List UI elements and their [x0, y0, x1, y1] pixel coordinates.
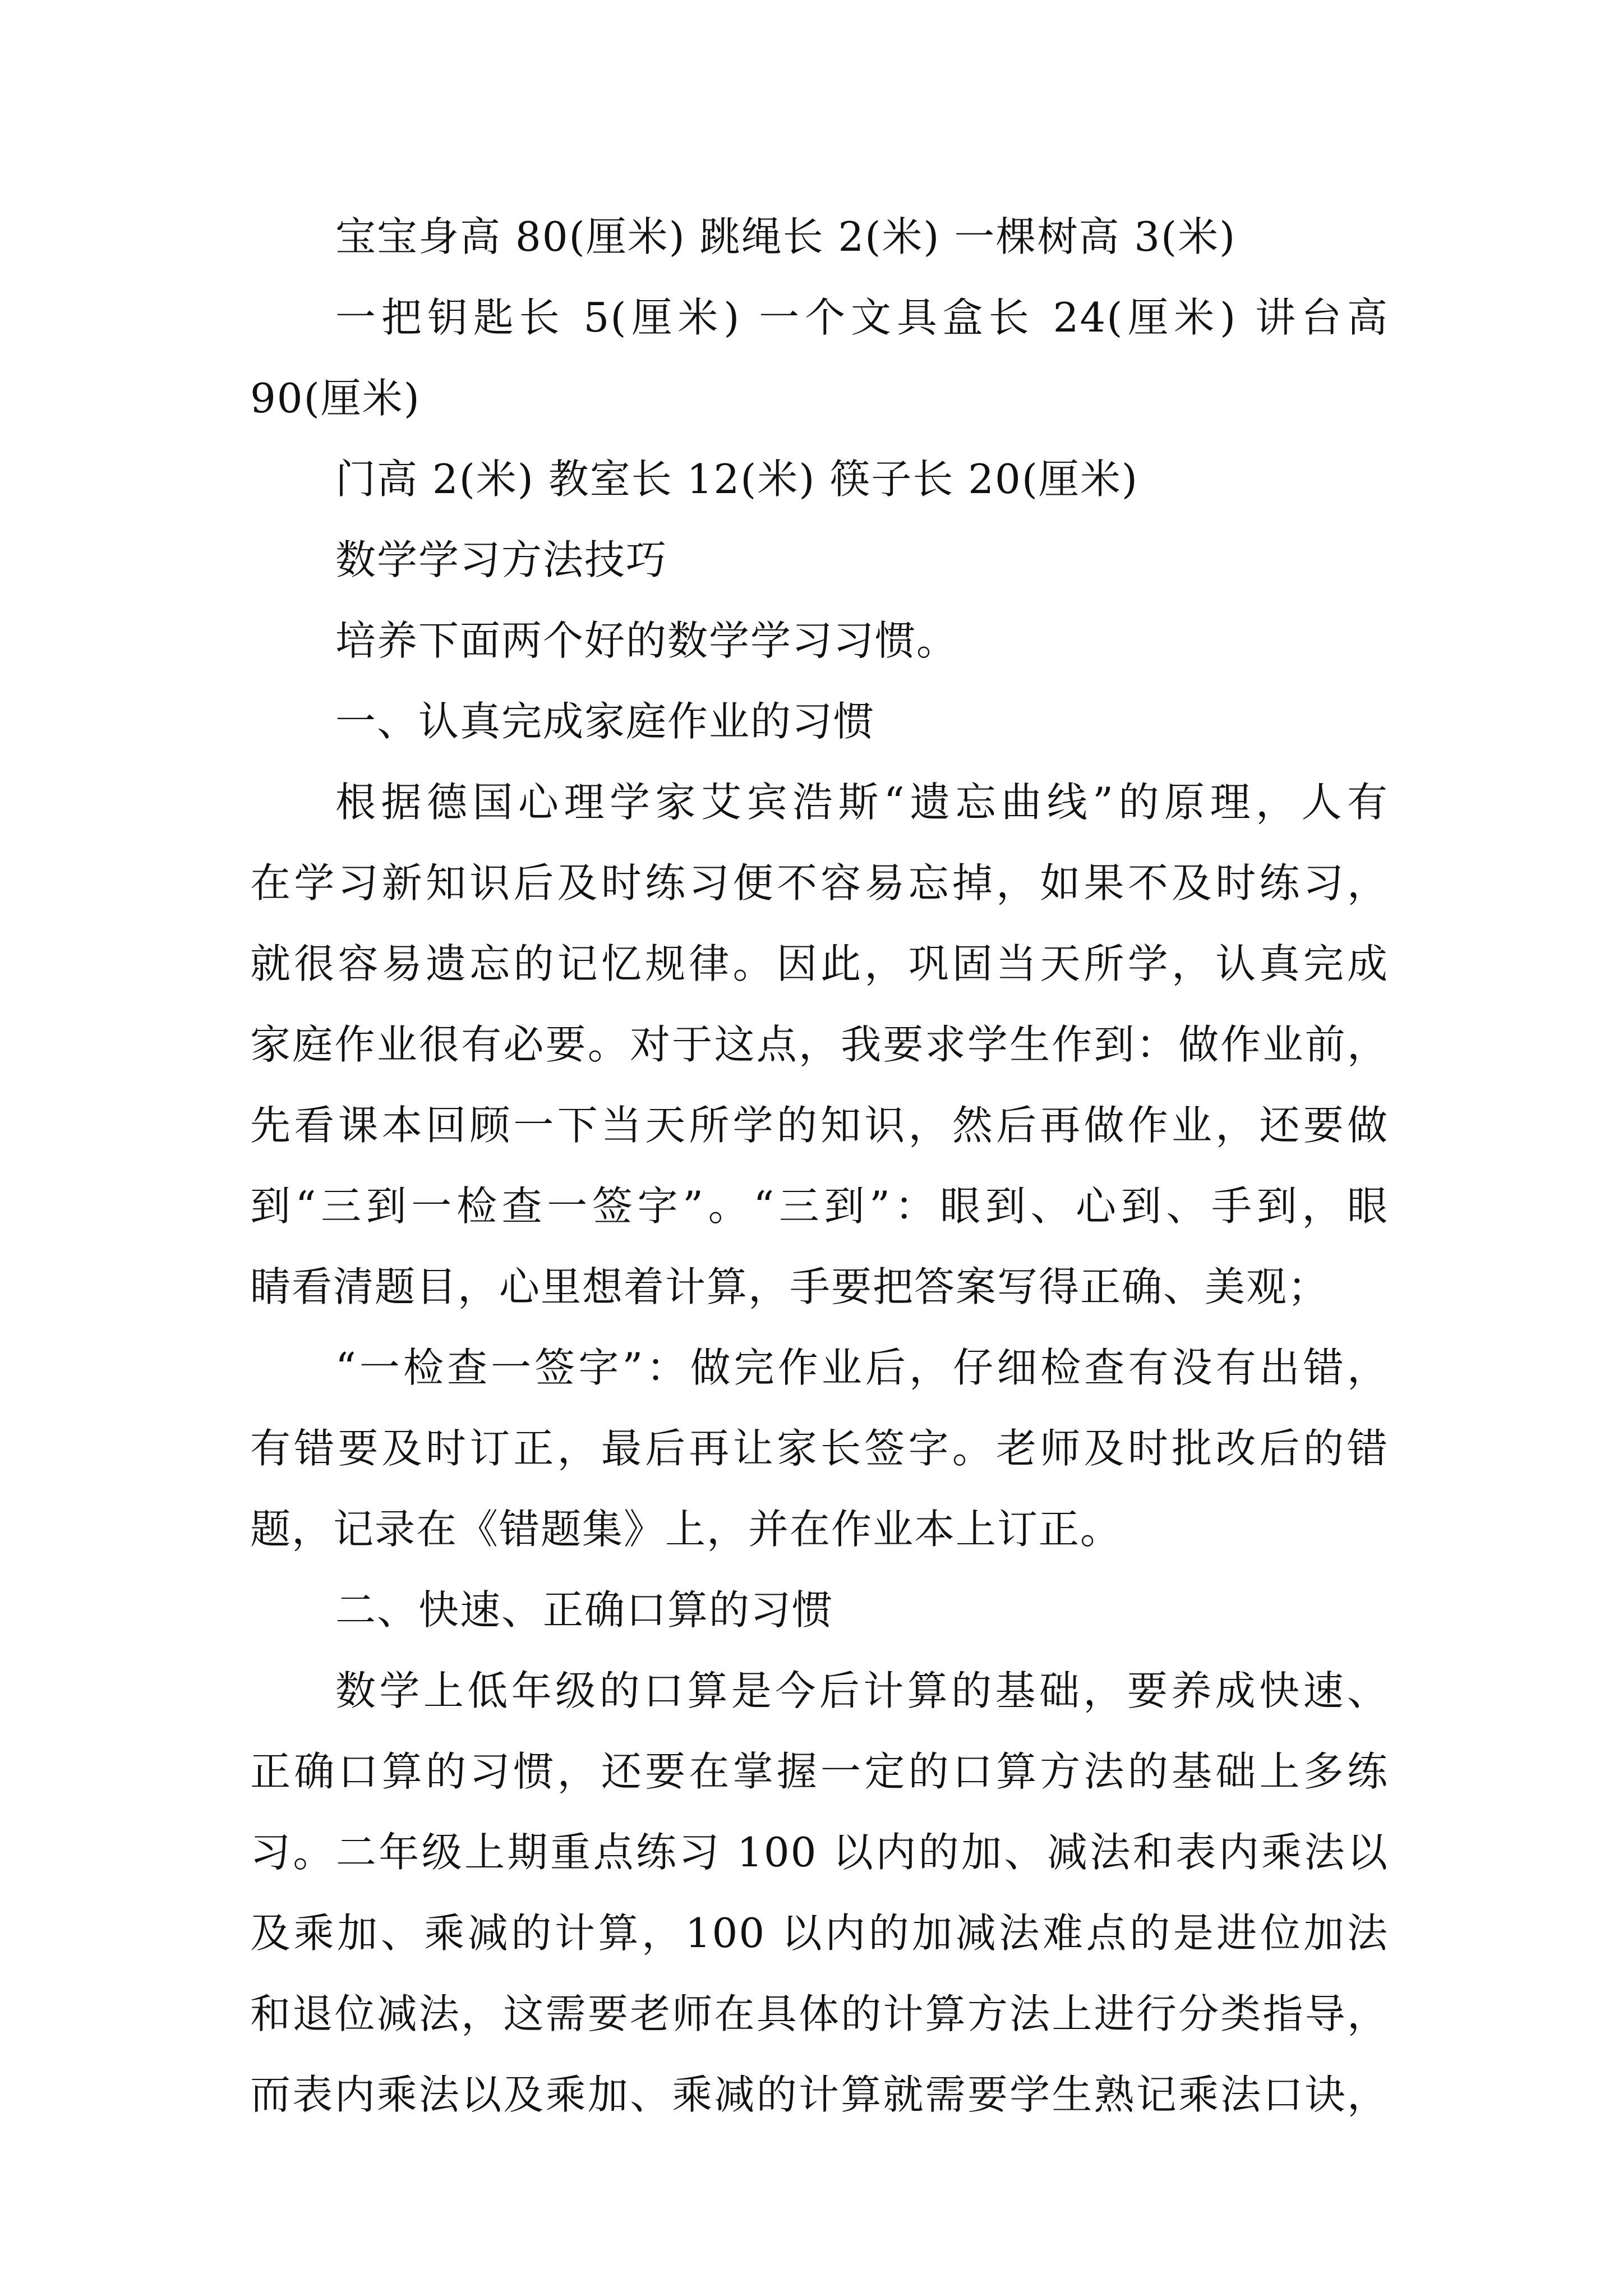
- text-line-22: 及乘加、乘减的计算，100 以内的加减法难点的是进位加法: [250, 1910, 1389, 1957]
- text-line-20: 正确口算的习惯，还要在掌握一定的口算方法的基础上多练: [250, 1748, 1389, 1795]
- subheading-homework-habit: 一、认真完成家庭作业的习惯: [335, 698, 875, 745]
- text-line-12: 先看课本回顾一下当天所学的知识，然后再做作业，还要做: [250, 1102, 1389, 1149]
- text-line-15: “一检查一签字”：做完作业后，仔细检查有没有出错，: [335, 1344, 1389, 1391]
- text-line-2: 一把钥匙长 5(厘米) 一个文具盒长 24(厘米) 讲台高: [335, 294, 1389, 341]
- section-heading-methods: 数学学习方法技巧: [335, 536, 668, 583]
- text-line-11: 家庭作业很有必要。对于这点，我要求学生作到：做作业前，: [250, 1021, 1389, 1068]
- text-line-6: 培养下面两个好的数学学习习惯。: [335, 617, 958, 664]
- text-line-16: 有错要及时订正，最后再让家长签字。老师及时批改后的错: [250, 1425, 1389, 1472]
- text-line-1: 宝宝身高 80(厘米) 跳绳长 2(米) 一棵树高 3(米): [335, 213, 1237, 260]
- text-line-21: 习。二年级上期重点练习 100 以内的加、减法和表内乘法以: [250, 1829, 1389, 1876]
- text-line-14: 睛看清题目，心里想着计算，手要把答案写得正确、美观；: [250, 1263, 1330, 1310]
- text-line-4: 门高 2(米) 教室长 12(米) 筷子长 20(厘米): [335, 455, 1139, 503]
- text-line-9: 在学习新知识后及时练习便不容易忘掉，如果不及时练习，: [250, 859, 1389, 907]
- text-line-8: 根据德国心理学家艾宾浩斯“遗忘曲线”的原理，人有: [335, 779, 1389, 826]
- text-line-24: 而表内乘法以及乘加、乘减的计算就需要学生熟记乘法口诀，: [250, 2071, 1389, 2118]
- text-line-10: 就很容易遗忘的记忆规律。因此，巩固当天所学，认真完成: [250, 940, 1389, 987]
- text-line-23: 和退位减法，这需要老师在具体的计算方法上进行分类指导，: [250, 1990, 1389, 2037]
- subheading-mental-math-habit: 二、快速、正确口算的习惯: [335, 1586, 834, 1634]
- text-line-19: 数学上低年级的口算是今后计算的基础，要养成快速、: [335, 1667, 1389, 1714]
- text-line-3: 90(厘米): [250, 375, 421, 422]
- text-line-13: 到“三到一检查一签字”。“三到”：眼到、心到、手到，眼: [250, 1182, 1389, 1230]
- text-line-17: 题，记录在《错题集》上，并在作业本上订正。: [250, 1506, 1122, 1553]
